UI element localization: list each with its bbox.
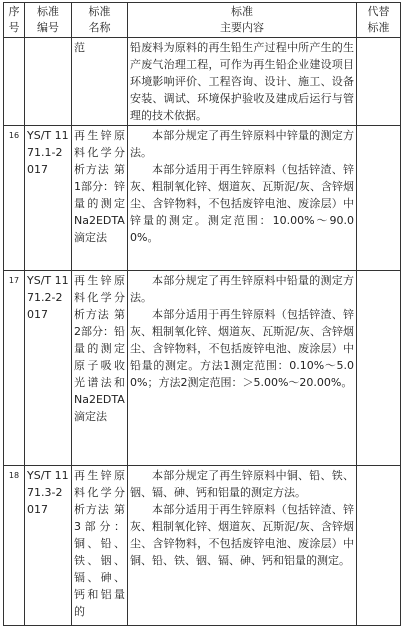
row-replace — [357, 466, 401, 626]
table-row — [4, 126, 401, 271]
header-replaced-standard: 代替 标准 — [357, 3, 401, 38]
header-standard-name: 标准 名称 — [72, 3, 128, 38]
row-serial: 17 — [4, 271, 25, 466]
row-code: YS/T 1171.3-2017 — [25, 466, 72, 626]
table-row — [4, 466, 401, 626]
row-content: 铅废料为原料的再生铅生产过程中所产生的生产废气治理工程，可作为再生铅企业建设项目环境影响评价、工程咨询、设计、施工、设备安装、调试、环境保护验收及建成后运行与管理的技术依据。 — [128, 38, 357, 126]
row-serial: 16 — [4, 126, 25, 271]
row-content: 本部分规定了再生锌原料中铅量的测定方法。 本部分适用于再生锌原料（包括锌渣、锌灰、粗制氧化锌、烟道灰、瓦斯泥/灰、含锌烟尘、含锌物料，不包括废锌电池、废涂层）中铅量的测定。方法1测定范围：0.10%～5.00%；方法2测定范围：＞5.00%～20.00%。 — [128, 271, 357, 466]
row-replace — [357, 126, 401, 271]
header-standard-code: 标准 编号 — [25, 3, 72, 38]
table-row — [4, 271, 401, 466]
row-name: 范 — [72, 38, 128, 126]
row-name: 再生锌原料化学分析方法 第3部分：铜、铅、铁、铟、镉、砷、钙和铝量的 — [72, 466, 128, 626]
row-content: 本部分规定了再生锌原料中铜、铅、铁、铟、镉、砷、钙和铝量的测定方法。 本部分适用于再生锌原料（包括锌渣、锌灰、粗制氧化锌、烟道灰、瓦斯泥/灰、含锌烟尘、含锌物料，不包括废锌电池、废涂层）中铜、铅、铁、铟、镉、砷、钙和铝量的测定。 — [128, 466, 357, 626]
header-main-content: 标准 主要内容 — [128, 3, 357, 38]
table-row — [4, 38, 401, 126]
table-header-row — [4, 3, 401, 38]
row-content: 本部分规定了再生锌原料中锌量的测定方法。 本部分适用于再生锌原料（包括锌渣、锌灰、粗制氧化锌、烟道灰、瓦斯泥/灰、含锌烟尘、含锌物料，不包括废锌电池、废涂层）中锌量的测定。测定范围：10.00%～90.00%。 — [128, 126, 357, 271]
row-code: YS/T 1171.1-2017 — [25, 126, 72, 271]
standards-table — [3, 2, 401, 626]
row-name: 再生锌原料化学分析方法 第2部分：铅量的测定 原子吸收光谱法和Na2EDTA滴定法 — [72, 271, 128, 466]
row-replace — [357, 271, 401, 466]
row-code — [25, 38, 72, 126]
header-serial: 序 号 — [4, 3, 25, 38]
row-code: YS/T 1171.2-2017 — [25, 271, 72, 466]
row-replace — [357, 38, 401, 126]
row-serial — [4, 38, 25, 126]
row-serial: 18 — [4, 466, 25, 626]
row-name: 再生锌原料化学分析方法 第1部分：锌量的测定 Na2EDTA滴定法 — [72, 126, 128, 271]
